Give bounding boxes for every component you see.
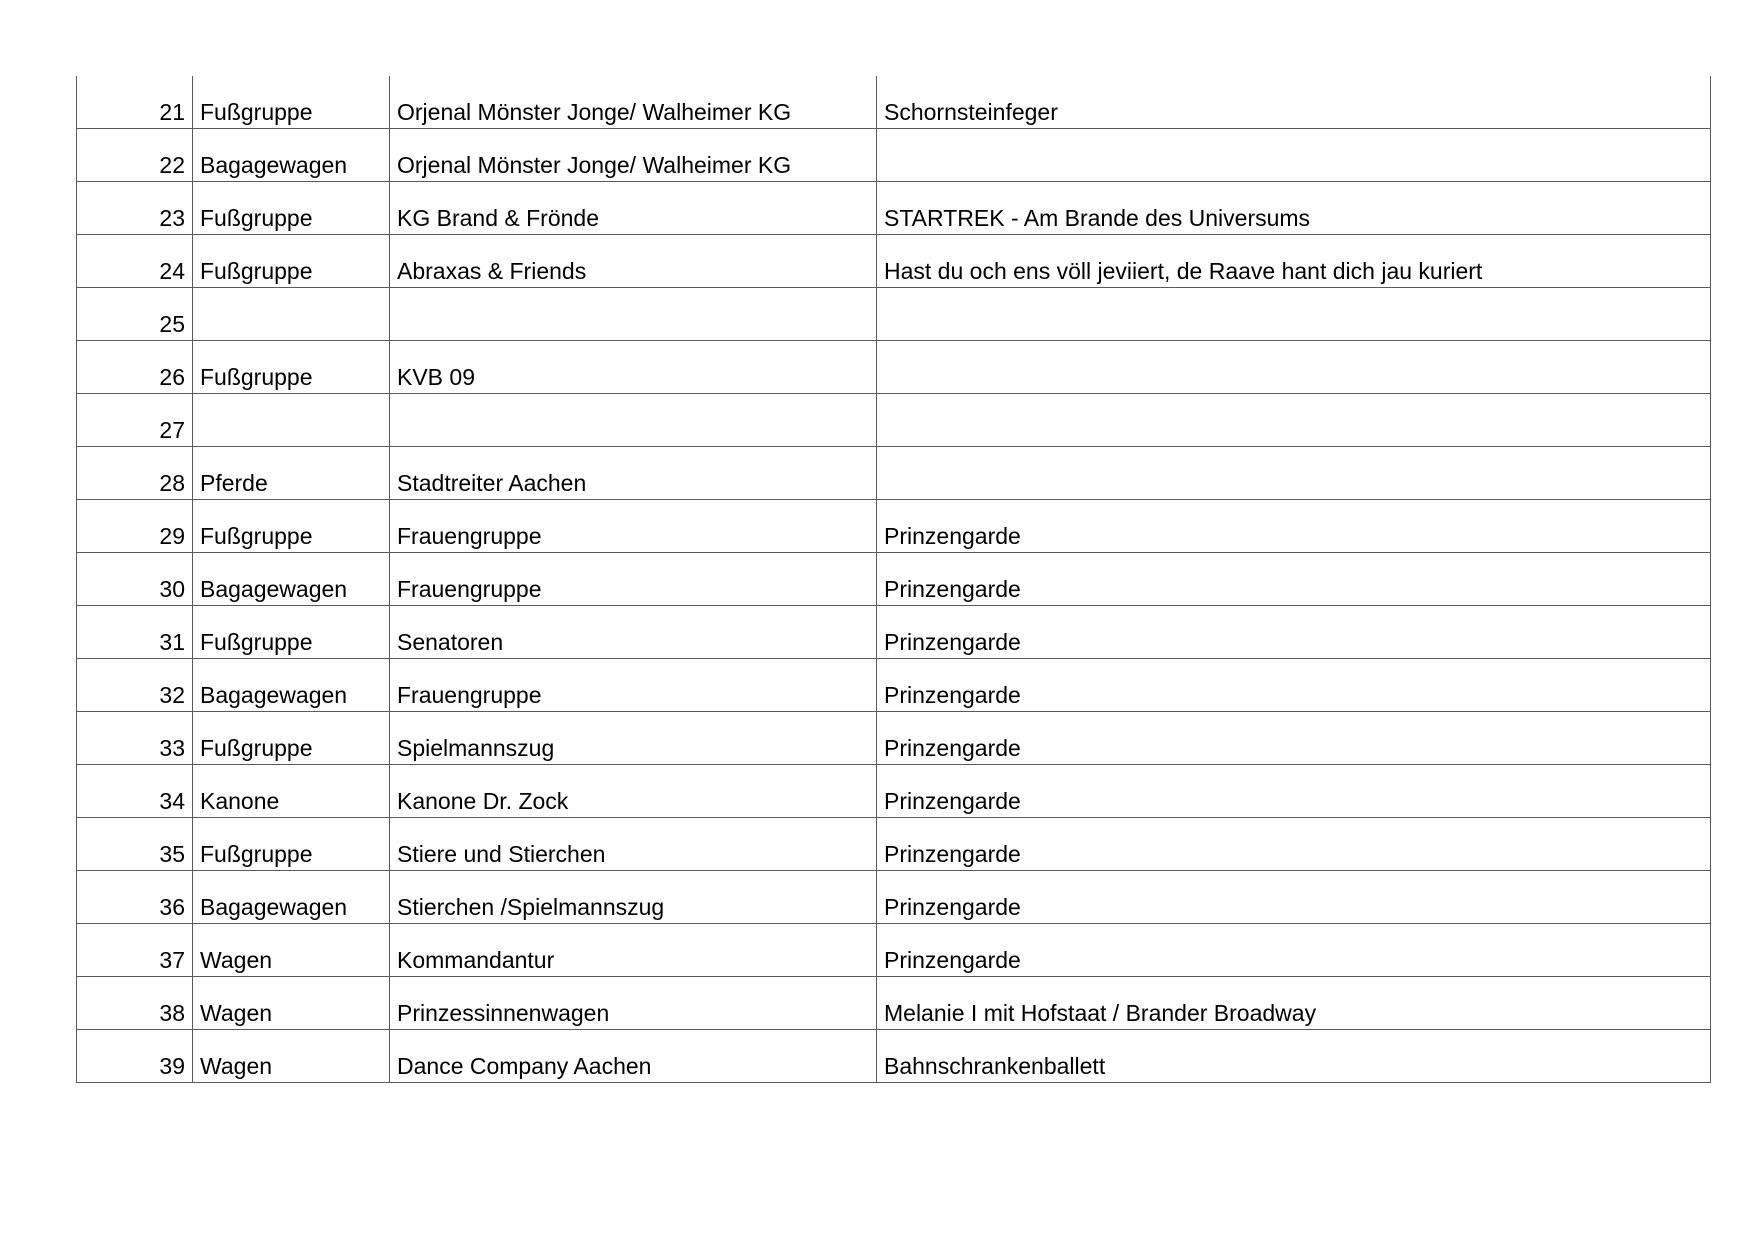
cell-group-name: Stadtreiter Aachen	[390, 447, 877, 500]
cell-number: 32	[77, 659, 193, 712]
parade-lineup-body	[77, 76, 1711, 1083]
cell-entry-type: Pferde	[193, 447, 390, 500]
table-row	[77, 1030, 1711, 1083]
cell-number: 24	[77, 235, 193, 288]
cell-motto	[877, 394, 1711, 447]
cell-group-name: Dance Company Aachen	[390, 1030, 877, 1083]
table-row	[77, 76, 1711, 129]
cell-group-name: Orjenal Mönster Jonge/ Walheimer KG	[390, 129, 877, 182]
cell-group-name: Senatoren	[390, 606, 877, 659]
cell-motto	[877, 447, 1711, 500]
cell-group-name: Stiere und Stierchen	[390, 818, 877, 871]
table-row	[77, 818, 1711, 871]
cell-group-name	[390, 288, 877, 341]
cell-number: 37	[77, 924, 193, 977]
cell-number: 34	[77, 765, 193, 818]
cell-motto: Bahnschrankenballett	[877, 1030, 1711, 1083]
cell-motto: Prinzengarde	[877, 659, 1711, 712]
cell-motto: Prinzengarde	[877, 924, 1711, 977]
cell-number: 39	[77, 1030, 193, 1083]
cell-group-name: Kommandantur	[390, 924, 877, 977]
cell-entry-type: Fußgruppe	[193, 606, 390, 659]
cell-number: 35	[77, 818, 193, 871]
cell-group-name: KVB 09	[390, 341, 877, 394]
table-row	[77, 235, 1711, 288]
cell-entry-type: Fußgruppe	[193, 500, 390, 553]
cell-group-name: Orjenal Mönster Jonge/ Walheimer KG	[390, 76, 877, 129]
table-row	[77, 712, 1711, 765]
cell-entry-type: Wagen	[193, 977, 390, 1030]
cell-motto: Prinzengarde	[877, 871, 1711, 924]
table-row	[77, 182, 1711, 235]
cell-motto: Schornsteinfeger	[877, 76, 1711, 129]
cell-group-name: Frauengruppe	[390, 553, 877, 606]
table-row	[77, 765, 1711, 818]
cell-motto: Prinzengarde	[877, 712, 1711, 765]
cell-motto: Prinzengarde	[877, 606, 1711, 659]
cell-entry-type: Bagagewagen	[193, 553, 390, 606]
table-row	[77, 447, 1711, 500]
cell-number: 31	[77, 606, 193, 659]
cell-motto: Melanie I mit Hofstaat / Brander Broadway	[877, 977, 1711, 1030]
cell-entry-type: Bagagewagen	[193, 129, 390, 182]
cell-group-name: Frauengruppe	[390, 659, 877, 712]
cell-group-name	[390, 394, 877, 447]
parade-lineup-table	[76, 76, 1711, 1083]
cell-group-name: Spielmannszug	[390, 712, 877, 765]
cell-motto: Prinzengarde	[877, 765, 1711, 818]
table-row	[77, 500, 1711, 553]
cell-entry-type: Wagen	[193, 924, 390, 977]
cell-entry-type	[193, 288, 390, 341]
cell-number: 38	[77, 977, 193, 1030]
cell-entry-type: Fußgruppe	[193, 712, 390, 765]
cell-motto	[877, 288, 1711, 341]
cell-number: 30	[77, 553, 193, 606]
cell-entry-type: Fußgruppe	[193, 818, 390, 871]
table-row	[77, 871, 1711, 924]
table-row	[77, 659, 1711, 712]
cell-entry-type: Bagagewagen	[193, 659, 390, 712]
cell-number: 29	[77, 500, 193, 553]
cell-motto: Prinzengarde	[877, 553, 1711, 606]
cell-entry-type	[193, 394, 390, 447]
cell-number: 28	[77, 447, 193, 500]
cell-number: 26	[77, 341, 193, 394]
cell-entry-type: Fußgruppe	[193, 182, 390, 235]
table-row	[77, 553, 1711, 606]
cell-motto	[877, 341, 1711, 394]
cell-number: 33	[77, 712, 193, 765]
cell-number: 22	[77, 129, 193, 182]
cell-number: 36	[77, 871, 193, 924]
cell-group-name: KG Brand & Frönde	[390, 182, 877, 235]
cell-entry-type: Fußgruppe	[193, 76, 390, 129]
cell-number: 27	[77, 394, 193, 447]
cell-number: 25	[77, 288, 193, 341]
table-row	[77, 394, 1711, 447]
cell-entry-type: Kanone	[193, 765, 390, 818]
cell-motto: Prinzengarde	[877, 500, 1711, 553]
table-row	[77, 341, 1711, 394]
table-row	[77, 977, 1711, 1030]
table-row	[77, 606, 1711, 659]
cell-group-name: Frauengruppe	[390, 500, 877, 553]
cell-entry-type: Fußgruppe	[193, 235, 390, 288]
table-row	[77, 924, 1711, 977]
cell-motto: Prinzengarde	[877, 818, 1711, 871]
cell-motto: STARTREK - Am Brande des Universums	[877, 182, 1711, 235]
cell-group-name: Prinzessinnenwagen	[390, 977, 877, 1030]
cell-number: 21	[77, 76, 193, 129]
cell-group-name: Kanone Dr. Zock	[390, 765, 877, 818]
table-row	[77, 129, 1711, 182]
cell-entry-type: Wagen	[193, 1030, 390, 1083]
cell-entry-type: Bagagewagen	[193, 871, 390, 924]
cell-entry-type: Fußgruppe	[193, 341, 390, 394]
cell-number: 23	[77, 182, 193, 235]
cell-group-name: Stierchen /Spielmannszug	[390, 871, 877, 924]
cell-motto	[877, 129, 1711, 182]
cell-group-name: Abraxas & Friends	[390, 235, 877, 288]
cell-motto: Hast du och ens völl jeviiert, de Raave hant dich jau kuriert	[877, 235, 1711, 288]
table-row	[77, 288, 1711, 341]
